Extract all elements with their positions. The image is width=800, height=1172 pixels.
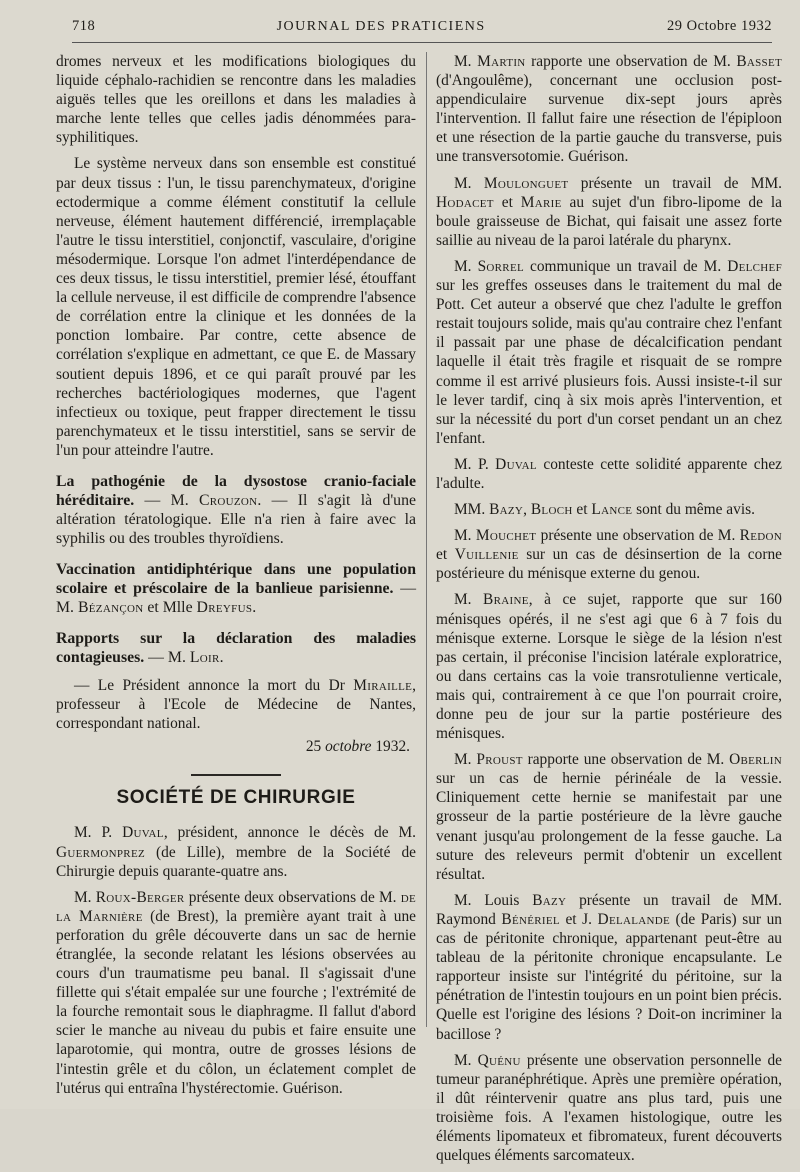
paragraph bbox=[436, 174, 782, 250]
author-name: Loir bbox=[189, 648, 220, 666]
person-name: Lance bbox=[591, 501, 633, 519]
text: et J. bbox=[559, 910, 598, 928]
person-name: Roux-Berger bbox=[95, 888, 185, 906]
text: M. P. bbox=[454, 455, 496, 473]
text: et bbox=[572, 501, 592, 519]
section-text: . — Il s'agit là d'une altération tératologique. Elle n'a rien à faire avec la syphilis ou des troubles thyroïdiens. bbox=[56, 491, 416, 547]
text: sont du même avis. bbox=[632, 501, 755, 519]
person-name: Mouchet bbox=[475, 527, 537, 545]
person-name: Bloch bbox=[530, 501, 573, 519]
author-name: Crouzon bbox=[198, 491, 258, 509]
text: sur un cas de hernie périnéale de la vessie. Cliniquement cette hernie se manifestait par une grosseur de la partie postérieure de la lèvre gauche venant jusqu'au prolongement de la fesse gauche. La suture des releveurs permit d'obtenir un excellent résultat. bbox=[436, 770, 782, 883]
text: M. bbox=[454, 174, 484, 192]
paragraph bbox=[436, 52, 782, 167]
text: communique un travail de M. bbox=[523, 257, 728, 275]
person-name: Oberlin bbox=[729, 751, 782, 769]
author-name: Bézançon bbox=[77, 598, 144, 616]
text: au sujet d'un fibro-lipome de la boule graisseuse de Bichat, qui faisait une assez forte saillie au niveau de la paroi latérale du pharynx. bbox=[436, 193, 782, 249]
person-name: Bazy bbox=[532, 891, 567, 909]
text: sur les greffes osseuses dans le traitement du mal de Pott. Cet auteur a observé que chez l'adulte le greffon restait toujours solide, mais qu'au contraire chez l'enfant il passait par une phase de décalcification pendant laquelle il était très fragile et risquait de se rompre comme il est arrivé plusieurs fois. Aussi insiste-t-il sur le lever tardif, cinq à six mois après l'intervention, et sur la nécessité du port d'un corset pendant un an chez l'enfant. bbox=[436, 277, 782, 447]
text: , président, annonce le décès de M. bbox=[163, 824, 416, 842]
text: M. bbox=[74, 888, 96, 906]
text: (de Brest), la première ayant trait à une perforation du grêle découverte dans un sac de hernie étranglée, la seconde relatant les lésions observées au cours d'un traumatisme peu banal. Il s'agissait d'une fillette qui s'était empalée sur une fourche ; l'extrémité de la fourche remontait sous le diaphragme. Il fallut d'abord scier le manche au niveau du pubis et faire ensuite une laparotomie, qui montra, outre de grosses lésions de l'intestin grêle et du côlon, un éclatement complet de l'utérus qui entraîna l'hystérectomie. Guérison. bbox=[56, 907, 416, 1097]
date-day: 25 bbox=[305, 738, 326, 756]
text: M. bbox=[454, 53, 478, 70]
person-name: Redon bbox=[739, 527, 782, 545]
section-heading bbox=[56, 629, 416, 667]
section-title: La pathogénie de la dysostose cranio-faciale héréditaire. bbox=[56, 472, 416, 509]
paragraph bbox=[436, 257, 782, 448]
paragraph bbox=[436, 590, 782, 743]
text: M. P. bbox=[74, 824, 123, 842]
paragraph: Le système nerveux dans son ensemble est constitué par deux tissus : l'un, le tissu parenchymateux, d'origine ectodermique a comme élément constitutif la cellule nerveuse, élément hautement différencié, irremplaçable l'autre le tissu interstitiel, conjonctif, vasculaire, d'origine mésodermique. Lorsque l'on admet l'interdépendance de ces deux tissus, le tissu interstitiel, premier lésé, étouffant la cellule nerveuse, il est difficile de comprendre l'absence de corrélation entre la clinique et les données de la ponction lombaire. Par contre, cette absence de corrélation s'explique en admettant, ce que E. de Massary soutient depuis 1896, et ce qui paraît prouvé par les recherches bactériologiques modernes, que l'agent infectieux ou toxique, peut frapper directement le tissu parenchymateux et le tissu interstitiel, sans se servir de l'un pour atteindre l'autre. bbox=[56, 155, 416, 459]
text: (d'Angoulême), concernant une occlusion post-appendiculaire survenue dix-sept jours après l'intervention. Il fallut faire une résection de l'épiploon et une résection de la partie gauche du transverse, puis une transversotomie. Guérison. bbox=[436, 72, 782, 166]
text: présente une observation personnelle de tumeur paranéphrétique. Après une première opération, il dût réintervenir quatre ans plus tard, puis une troisième fois. A l'examen histologique, outre les éléments lipomateux et fibromateux, furent découverts quelques éléments sarcomateux. bbox=[436, 1051, 782, 1165]
person-name: Duval bbox=[122, 824, 164, 842]
date-month: octobre bbox=[325, 738, 372, 756]
text: et bbox=[436, 546, 455, 564]
paragraph bbox=[436, 750, 782, 884]
text: , professeur à l'Ecole de Médecine de Nantes, correspondant national. bbox=[56, 676, 416, 733]
paragraph bbox=[56, 676, 416, 733]
text: présente une observation de M. bbox=[536, 527, 740, 545]
dash: — M. bbox=[134, 491, 199, 509]
journal-title: JOURNAL DES PRATICIENS bbox=[276, 19, 486, 34]
person-name: Basset bbox=[736, 53, 782, 70]
paragraph bbox=[436, 500, 782, 519]
person-name: Marie bbox=[520, 193, 562, 211]
dash: — M. bbox=[144, 648, 190, 666]
text: rapporte une observation de M. bbox=[522, 751, 730, 769]
text: rapporte une observation de M. bbox=[525, 53, 737, 70]
text: M. bbox=[454, 591, 484, 609]
text: (de Paris) sur un cas de péritonite chronique, appartenant peut-être au tableau de la péritonite chronique encapsulante. Le rapporteur insiste sur l'intégrité du péritoine, sur la pénétration de l'intestin toujours en un point bien précis. Quelle est l'origine des lésions ? Doit-on incriminer la bacillose ? bbox=[436, 910, 782, 1043]
column-divider bbox=[426, 52, 427, 1027]
text: présente un travail de MM. Raymond bbox=[436, 891, 782, 928]
paragraph bbox=[56, 888, 416, 1098]
dash: — M. bbox=[56, 579, 416, 616]
text: MM. bbox=[454, 501, 490, 519]
person-name: Bénériel bbox=[501, 910, 560, 928]
person-name: Miraille bbox=[353, 676, 413, 694]
person-name: Delalande bbox=[597, 910, 670, 928]
person-name: Martin bbox=[477, 53, 526, 70]
person-name: Duval bbox=[495, 455, 537, 473]
text: M. bbox=[454, 527, 476, 545]
person-name: Guermonprez bbox=[56, 843, 145, 861]
text: , à ce sujet, rapporte que sur 160 ménisques opérés, il ne s'est agi que 6 à 7 fois du ménisque externe. Lorsque le siège de la lésion n'est pas certain, il préconise l'incision latérale exploratrice, ou dans certains cas la voie transrotulienne verticale, mais qui, contrairement à ce que l'on pourrait croire, donne peu de jour sur la partie postérieure des ménisques. bbox=[436, 591, 782, 743]
dateline bbox=[56, 737, 410, 756]
paragraph: dromes nerveux et les modifications biologiques du liquide céphalo-rachidien se rencontre dans les maladies aiguës telles que les oreillons et dans les maladies à marche lente telles que celles jadis dénommées para-syphilitiques. bbox=[56, 53, 416, 147]
section-title: Rapports sur la déclaration des maladies contagieuses. bbox=[56, 629, 416, 666]
paragraph bbox=[436, 891, 782, 1044]
person-name: Moulonguet bbox=[483, 174, 569, 192]
left-column bbox=[56, 52, 416, 1105]
person-name: Sorrel bbox=[477, 257, 524, 275]
paragraph bbox=[436, 455, 782, 493]
text: (de Lille), membre de la Société de Chirurgie depuis quarante-quatre ans. bbox=[56, 843, 416, 880]
text: M. bbox=[454, 751, 477, 769]
person-name: Vuillenie bbox=[454, 546, 519, 564]
person-name: Hodacet bbox=[436, 193, 494, 211]
text: — Le Président annonce la mort du Dr bbox=[74, 676, 354, 694]
text: présente deux observations de M. bbox=[184, 888, 401, 906]
conjunction: et Mlle bbox=[143, 598, 197, 616]
person-name: Delchef bbox=[727, 257, 782, 275]
page-header bbox=[72, 18, 772, 43]
person-name: de la Marnière bbox=[56, 888, 416, 925]
paragraph bbox=[56, 823, 416, 880]
text: sur un cas de désinsertion de la corne postérieure du ménisque externe du genou. bbox=[436, 546, 782, 583]
section-heading bbox=[56, 560, 416, 617]
text: conteste cette solidité apparente chez l'adulte. bbox=[436, 455, 782, 492]
text: , bbox=[523, 501, 531, 519]
society-heading: SOCIÉTÉ DE CHIRURGIE bbox=[116, 787, 356, 809]
right-column bbox=[436, 52, 782, 1172]
text: et bbox=[493, 193, 521, 211]
separator-rule bbox=[191, 774, 281, 776]
section-heading bbox=[56, 472, 416, 548]
text: M. Louis bbox=[454, 891, 533, 909]
section-title: Vaccination antidiphtérique dans une population scolaire et préscolaire de la banlieue parisienne. bbox=[56, 560, 416, 597]
page-number: 718 bbox=[72, 18, 96, 34]
date-year: 1932. bbox=[371, 738, 410, 756]
paragraph bbox=[436, 1051, 782, 1166]
person-name: Proust bbox=[476, 751, 523, 769]
paragraph bbox=[436, 526, 782, 583]
text: présente un travail de MM. bbox=[568, 174, 782, 192]
issue-date: 29 Octobre 1932 bbox=[667, 18, 772, 34]
person-name: Quénu bbox=[477, 1051, 521, 1069]
text: M. bbox=[454, 257, 478, 275]
person-name: Bazy bbox=[489, 501, 524, 519]
punctuation: . bbox=[252, 598, 257, 616]
punctuation: . bbox=[219, 648, 224, 666]
author-name: Dreyfus bbox=[196, 598, 253, 616]
person-name: Braine bbox=[483, 591, 529, 609]
text: M. bbox=[454, 1051, 478, 1069]
